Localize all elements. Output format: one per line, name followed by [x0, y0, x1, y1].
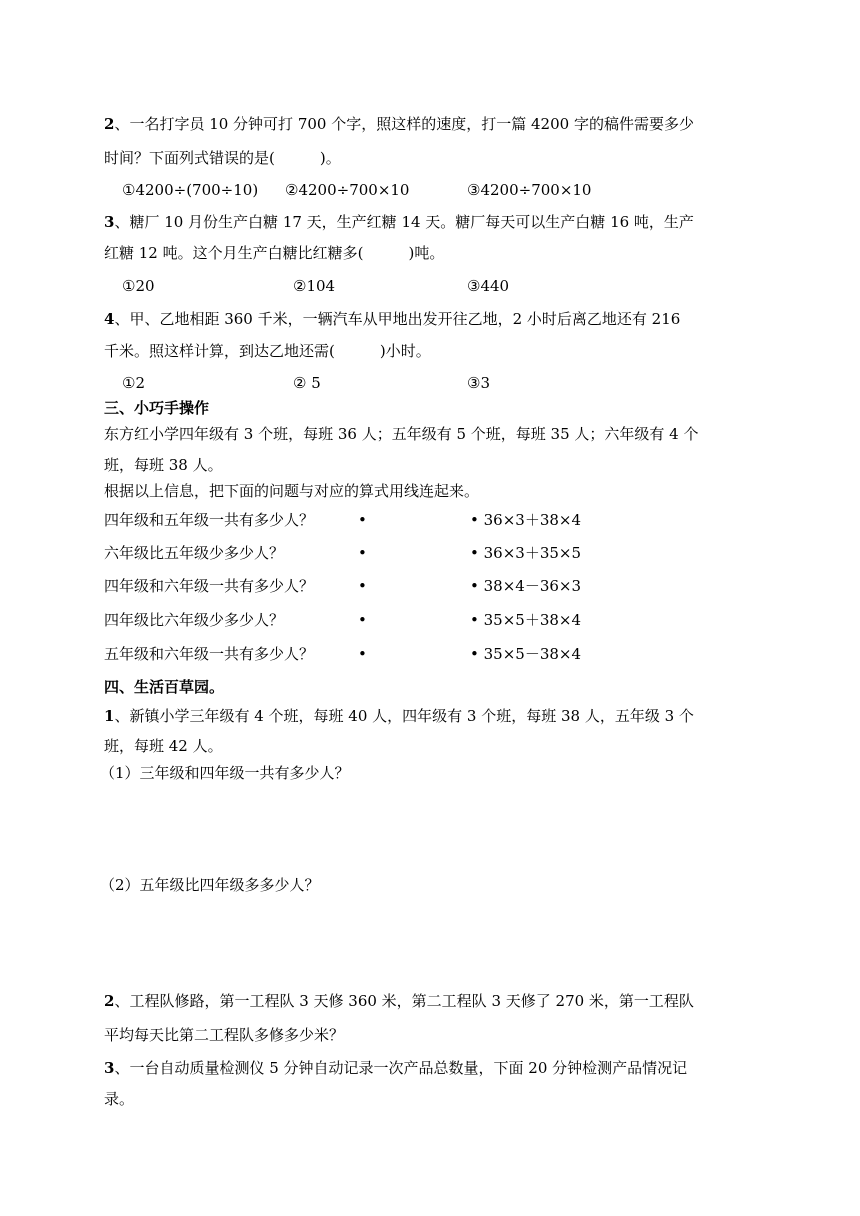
problem-2-line-1: 2、工程队修路，第一工程队 3 天修 360 米，第二工程队 3 天修了 270 米，第一工程队 [104, 992, 694, 1010]
question-4-option-3: ③3 [467, 374, 490, 392]
problem-2-number: 2 [104, 992, 115, 1010]
match-answer-2[interactable]: • 36×3＋35×5 [470, 544, 582, 562]
question-4-line-2: 千米。照这样计算，到达乙地还需( )小时。 [104, 342, 431, 360]
match-question-4: 四年级比六年级少多少人？ [104, 611, 285, 629]
match-question-3: 四年级和六年级一共有多少人？ [104, 577, 315, 595]
question-2-line-1: 2、一名打字员 10 分钟可打 700 个字，照这样的速度，打一篇 4200 字的稿件需要多少 [104, 115, 694, 133]
match-answer-4[interactable]: • 35×5＋38×4 [470, 611, 582, 629]
match-left-dot-2[interactable]: • [358, 544, 367, 562]
section-3-intro-line-1: 东方红小学四年级有 3 个班，每班 36 人；五年级有 5 个班，每班 35 人；六年级有 4 个 [104, 425, 699, 443]
question-3-option-2: ②104 [293, 277, 336, 295]
section-3-intro-line-2: 班，每班 38 人。 [104, 456, 223, 474]
question-3-option-3: ③440 [467, 277, 510, 295]
match-question-1: 四年级和五年级一共有多少人？ [104, 511, 315, 529]
match-left-dot-4[interactable]: • [358, 611, 367, 629]
question-3-option-1: ①20 [122, 277, 155, 295]
problem-3-line-2: 录。 [104, 1090, 135, 1108]
question-4-option-1: ①2 [122, 374, 145, 392]
question-3-line-2: 红糖 12 吨。这个月生产白糖比红糖多( )吨。 [104, 244, 445, 262]
question-4-option-2: ② 5 [293, 374, 321, 392]
question-2-option-1: ①4200÷(700÷10) [122, 181, 259, 199]
match-answer-3[interactable]: • 38×4－36×3 [470, 577, 582, 595]
match-left-dot-3[interactable]: • [358, 577, 367, 595]
question-2-number: 2 [104, 115, 115, 133]
problem-1-number: 1 [104, 707, 115, 725]
match-answer-5[interactable]: • 35×5－38×4 [470, 645, 582, 663]
question-2-option-2: ②4200÷700×10 [285, 181, 410, 199]
section-3-heading: 三、小巧手操作 [104, 399, 210, 417]
problem-1-sub-question-1: （1）三年级和四年级一共有多少人？ [100, 764, 350, 782]
problem-1-sub-question-2: （2）五年级比四年级多多少人？ [100, 876, 320, 894]
question-4-number: 4 [104, 310, 115, 328]
question-2-line-2: 时间？下面列式错误的是( )。 [104, 149, 341, 167]
match-question-2: 六年级比五年级少多少人？ [104, 544, 285, 562]
problem-1-line-1: 1、新镇小学三年级有 4 个班，每班 40 人，四年级有 3 个班，每班 38 人，五年级 3 个 [104, 707, 694, 725]
match-answer-1[interactable]: • 36×3＋38×4 [470, 511, 582, 529]
section-3-instruction: 根据以上信息，把下面的问题与对应的算式用线连起来。 [104, 482, 480, 500]
problem-2-line-2: 平均每天比第二工程队多修多少米？ [104, 1026, 345, 1044]
match-question-5: 五年级和六年级一共有多少人？ [104, 645, 315, 663]
question-3-line-1: 3、糖厂 10 月份生产白糖 17 天，生产红糖 14 天。糖厂每天可以生产白糖 16 吨，生产 [104, 213, 694, 231]
match-left-dot-1[interactable]: • [358, 511, 367, 529]
match-left-dot-5[interactable]: • [358, 645, 367, 663]
problem-1-line-2: 班，每班 42 人。 [104, 737, 223, 755]
problem-3-number: 3 [104, 1059, 115, 1077]
problem-3-line-1: 3、一台自动质量检测仪 5 分钟自动记录一次产品总数量，下面 20 分钟检测产品情况记 [104, 1059, 688, 1077]
section-4-heading: 四、生活百草园。 [104, 678, 225, 696]
question-2-option-3: ③4200÷700×10 [467, 181, 592, 199]
question-4-line-1: 4、甲、乙地相距 360 千米，一辆汽车从甲地出发开往乙地，2 小时后离乙地还有 216 [104, 310, 681, 328]
question-3-number: 3 [104, 213, 115, 231]
